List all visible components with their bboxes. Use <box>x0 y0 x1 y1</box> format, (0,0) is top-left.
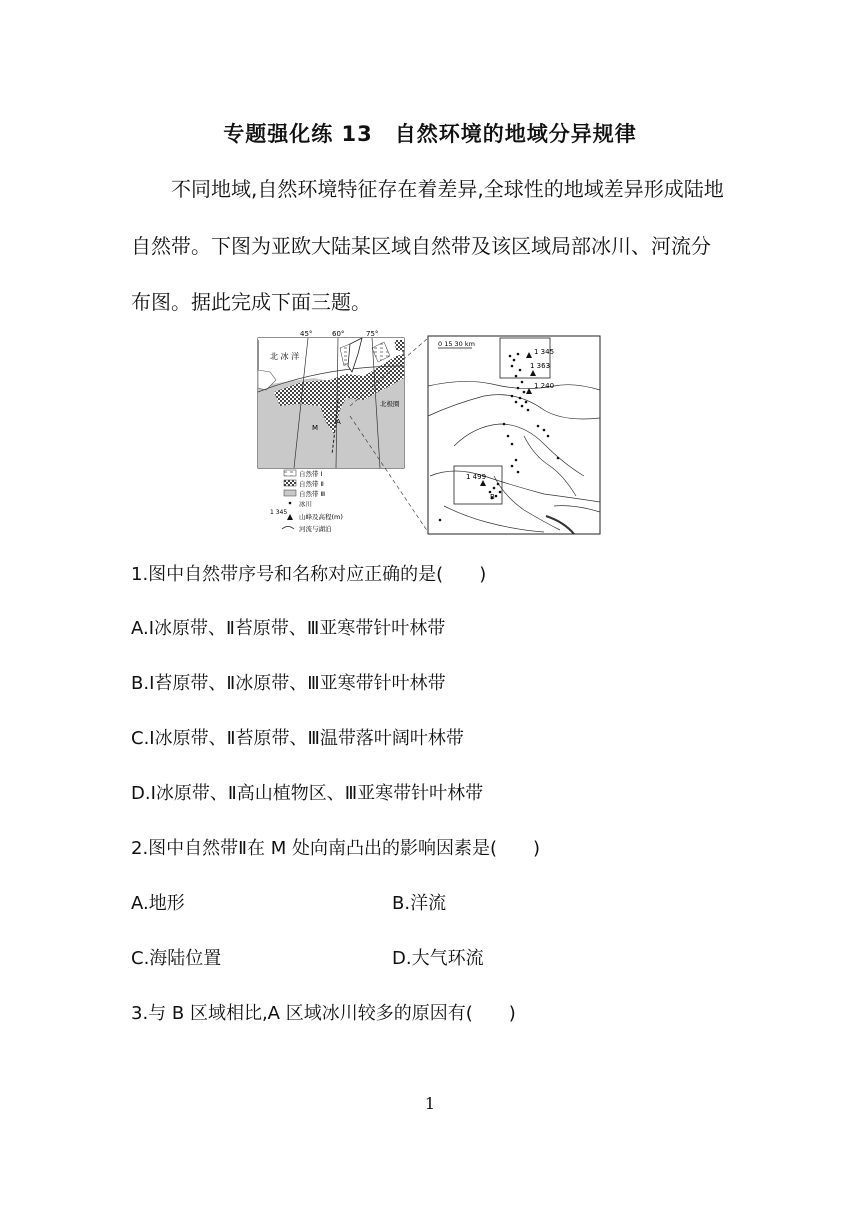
intro-line-3: 布图。据此完成下面三题。 <box>131 290 371 314</box>
question-2-option-d: D.大气环流 <box>392 948 484 969</box>
longitude-60: 60° <box>332 330 345 338</box>
peak-label-4: 1 499 <box>466 473 487 481</box>
longitude-75: 75° <box>366 330 379 338</box>
question-3-stem: 3.与 B 区域相比,A 区域冰川较多的原因有( ) <box>131 1003 516 1024</box>
legend-peak: 山峰及高程(m) <box>299 513 343 521</box>
question-2-stem: 2.图中自然带Ⅱ在 M 处向南凸出的影响因素是( ) <box>131 838 541 859</box>
right-map <box>428 336 600 534</box>
question-1-option-c: C.Ⅰ冰原带、Ⅱ苔原带、Ⅲ温带落叶阔叶林带 <box>131 728 464 749</box>
intro-line-2: 自然带。下图为亚欧大陆某区域自然带及该区域局部冰川、河流分 <box>131 234 711 258</box>
left-map <box>258 338 404 468</box>
question-2-option-b: B.洋流 <box>392 893 447 914</box>
question-1-option-d: D.Ⅰ冰原带、Ⅱ高山植物区、Ⅲ亚寒带针叶林带 <box>131 783 484 804</box>
ocean-label: 北 冰 洋 <box>270 352 300 361</box>
scale-bar: 0 15 30 km <box>438 340 475 348</box>
legend-river: 河流与湖泊 <box>299 525 332 533</box>
peak-label-2: 1 363 <box>530 362 551 370</box>
intro-line-1: 不同地域,自然环境特征存在着差异,全球性的地域差异形成陆地 <box>171 177 724 201</box>
question-2-option-c: C.海陆位置 <box>131 948 222 969</box>
question-1-option-a: A.Ⅰ冰原带、Ⅱ苔原带、Ⅲ亚寒带针叶林带 <box>131 618 446 639</box>
legend <box>270 469 343 533</box>
peak-label-3: 1 240 <box>534 382 555 390</box>
arctic-circle-label: 北极圈 <box>380 400 400 408</box>
marker-a: A <box>336 418 341 426</box>
legend-zone-2: 自然带 Ⅱ <box>299 480 324 488</box>
peak-label-1: 1 345 <box>534 348 555 356</box>
marker-m: M <box>312 424 319 432</box>
question-2-option-a: A.地形 <box>131 893 185 914</box>
legend-zone-1: 自然带 Ⅰ <box>299 470 323 478</box>
longitude-45: 45° <box>300 330 313 338</box>
map-figure <box>254 326 604 538</box>
question-1-option-b: B.Ⅰ苔原带、Ⅱ冰原带、Ⅲ亚寒带针叶林带 <box>131 673 446 694</box>
page-number: 1 <box>424 1094 436 1113</box>
legend-glacier: 冰川 <box>299 500 312 508</box>
legend-zone-3: 自然带 Ⅲ <box>299 490 326 498</box>
question-1-stem: 1.图中自然带序号和名称对应正确的是( ) <box>131 564 487 585</box>
page-title: 专题强化练 13 自然环境的地域分异规律 <box>223 122 637 146</box>
box-b-label: B <box>490 493 495 501</box>
legend-peak-value: 1 345 <box>270 509 288 516</box>
